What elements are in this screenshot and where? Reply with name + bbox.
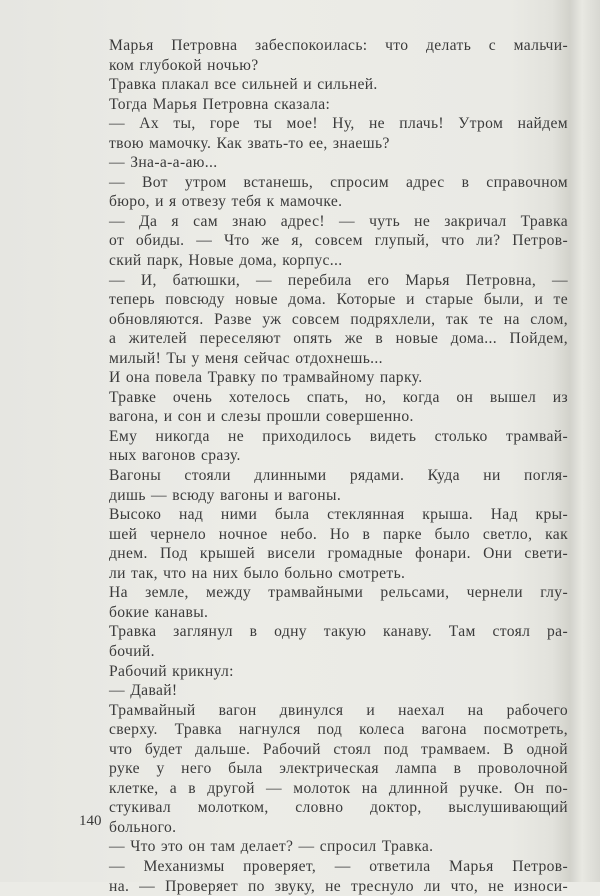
paragraph	[82, 622, 568, 661]
paragraph	[82, 271, 568, 369]
paragraph	[82, 857, 568, 896]
paragraph	[82, 701, 568, 838]
text-line: милый! Ты у меня сейчас отдохнешь...	[109, 349, 383, 367]
text-line: Травка плакал все сильней и сильней.	[109, 76, 378, 94]
text-line: сверху. Травка нагнулся под колеса вагона посмотреть,	[109, 721, 568, 739]
paragraph	[82, 505, 568, 583]
text-line: Марья Петровна забеспокоилась: что делать с мальчи-	[109, 37, 568, 54]
text-line: на. — Проверяет по звуку, не треснуло ли что, не износи-	[109, 877, 568, 895]
paragraph	[82, 368, 568, 388]
text-line: клетке, а в другой — молоток на длинной ручке. Он по-	[109, 779, 568, 797]
text-line: бочий.	[109, 642, 155, 660]
text-line: — Да я сам знаю адрес! — чуть не закричал Травка	[109, 212, 568, 230]
text-line: Трамвайный вагон двинулся и наехал на рабочего	[109, 701, 568, 719]
paragraph	[82, 466, 568, 505]
text-line: — Зна-а-а-аю...	[109, 154, 218, 172]
paragraph	[82, 427, 568, 466]
text-line: днем. Под крышей висели громадные фонари. Они свети-	[109, 545, 568, 563]
text-line: стукивал молотком, словно доктор, выслушивающий	[109, 799, 568, 817]
paragraph	[82, 173, 568, 212]
text-line: шей чернело ночное небо. Но в парке было светло, как	[109, 525, 568, 543]
text-line: Вагоны стояли длинными рядами. Куда ни погля-	[109, 467, 568, 485]
text-line: Травка заглянул в одну такую канаву. Там стоял ра-	[109, 623, 568, 641]
page-body-text	[82, 36, 568, 896]
text-line: — Вот утром встанешь, спросим адрес в справочном	[109, 173, 568, 191]
text-line: — Что это он там делает? — спросил Травка.	[109, 838, 434, 856]
text-line: — Механизмы проверяет, — ответила Марья Петров-	[109, 857, 568, 875]
text-line: теперь повсюду новые дома. Которые и старые были, и те	[109, 291, 568, 309]
text-line: больного.	[109, 818, 177, 836]
paragraph	[82, 36, 568, 75]
text-line: Тогда Марья Петровна сказала:	[109, 95, 331, 113]
text-line: И она повела Травку по трамвайному парку.	[109, 369, 423, 387]
paragraph	[82, 662, 568, 682]
paragraph	[82, 212, 568, 271]
text-line: Травке очень хотелось спать, но, когда он вышел из	[109, 388, 568, 406]
text-line: Высоко над ними была стеклянная крыша. Над кры-	[109, 506, 568, 524]
text-line: ных вагонов сразу.	[109, 447, 241, 465]
paragraph	[82, 388, 568, 427]
text-line: Рабочий крикнул:	[109, 662, 234, 680]
paragraph	[82, 583, 568, 622]
text-line: На земле, между трамвайными рельсами, чернели глу-	[109, 584, 568, 602]
paragraph	[82, 75, 568, 95]
paragraph	[82, 681, 568, 701]
text-line: бюро, и я отвезу тебя к мамочке.	[109, 193, 343, 211]
text-line: вагона, и сон и слезы прошли совершенно.	[109, 408, 414, 426]
paragraph	[82, 837, 568, 857]
text-line: — И, батюшки, — перебила его Марья Петровна, —	[109, 271, 568, 289]
paragraph	[82, 153, 568, 173]
text-line: что будет дальше. Рабочий стоял под трамваем. В одной	[109, 740, 568, 758]
text-line: руке у него была электрическая лампа в проволочной	[109, 760, 568, 778]
text-line: обновляются. Разве уж совсем подряхлели, так те на слом,	[109, 310, 568, 328]
text-line: а жителей переселяют опять же в новые дома... Пойдем,	[109, 330, 568, 348]
text-line: Ему никогда не приходилось видеть столько трамвай-	[109, 427, 568, 445]
text-line: твою мамочку. Как звать-то ее, знаешь?	[109, 134, 390, 152]
text-line: — Ах ты, горе ты мое! Ну, не плачь! Утром найдем	[109, 115, 568, 133]
text-line: — Давай!	[109, 682, 178, 700]
text-line: бокие канавы.	[109, 603, 209, 621]
text-line: ком глубокой ночью?	[109, 56, 259, 74]
text-line: ли так, что на них было больно смотреть.	[109, 564, 406, 582]
text-line: ский парк, Новые дома, корпус...	[109, 252, 343, 270]
text-line: от обиды. — Что же я, совсем глупый, что ли? Петров-	[109, 232, 568, 250]
page-number: 140	[79, 813, 102, 829]
paragraph	[82, 95, 568, 115]
text-line: дишь — всюду вагоны и вагоны.	[109, 486, 342, 504]
paragraph	[82, 114, 568, 153]
